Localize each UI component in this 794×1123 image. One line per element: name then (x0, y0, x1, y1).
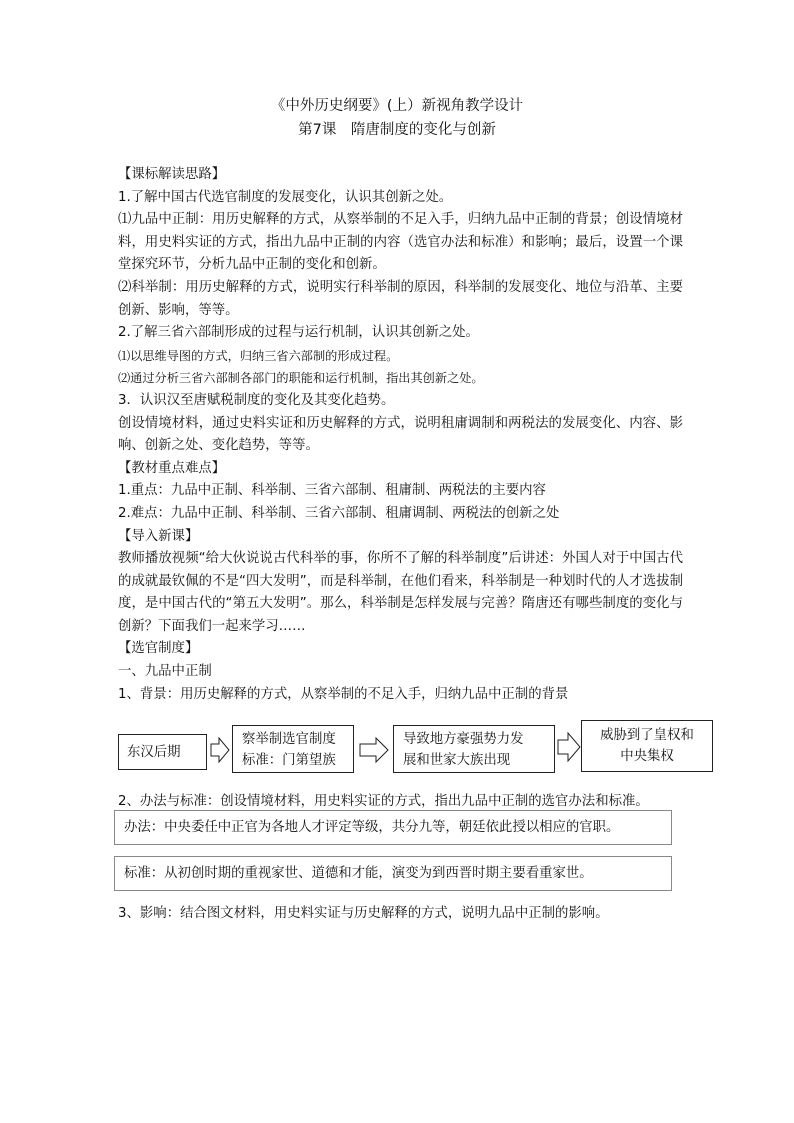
paragraph: 3．认识汉至唐赋税制度的变化及其变化趋势。 (118, 392, 395, 408)
paragraph: ⑴九品中正制：用历史解释的方式，从察举制的不足入手，归纳九品中正制的背景；创设情境材料，用史料实证的方式，指出九品中正制的内容（选官办法和标准）和影响；最后，设置一个课堂探究环节，分析九品中正制的变化和创新。 (118, 212, 683, 273)
flow-box (118, 734, 207, 770)
flow-box-text: 中央集权 (620, 749, 674, 764)
flowchart (118, 721, 718, 777)
flow-box-text: 标准：门第望族 (242, 753, 336, 768)
paragraph: ⑵科举制：用历史解释的方式，说明实行科举制的原因，科举制的发展变化、地位与沿革、主要创新、影响，等等。 (118, 279, 683, 318)
paragraph: 3、影响：结合图文材料，用史料实证与历史解释的方式，说明九品中正制的影响。 (118, 906, 609, 921)
document-title: 《中外历史纲要》(上）新视角教学设计 (270, 98, 524, 114)
paragraph: 2.了解三省六部制形成的过程与运行机制，认识其创新之处。 (118, 325, 479, 341)
section-heading-zdnd: 【教材重点难点】 (118, 460, 226, 476)
method-box (114, 810, 672, 845)
standard-box (114, 856, 672, 891)
flow-box-text: 东汉后期 (127, 745, 181, 760)
paragraph: 1.了解中国古代选官制度的发展变化，认识其创新之处。 (118, 189, 453, 205)
paragraph: ⑴以思维导图的方式，归纳三省六部制的形成过程。 (118, 348, 399, 363)
lesson-title: 第7课 隋唐制度的变化与创新 (298, 122, 496, 138)
section-heading-kbjd: 【课标解读思路】 (118, 167, 226, 182)
subsection-title: 一、九品中正制 (118, 664, 212, 680)
standard-text: 标准：从初创时期的重视家世、道德和才能，演变为到西晋时期主要看重家世。 (124, 866, 593, 881)
paragraph: 1.重点：九品中正制、科举制、三省六部制、租庸制、两税法的主要内容 (118, 483, 546, 499)
paragraph: 2.难点：九品中正制、科举制、三省六部制、租庸调制、两税法的创新之处 (118, 505, 560, 521)
flow-box (581, 720, 713, 772)
flow-box (232, 725, 354, 773)
arrow-right-icon (210, 737, 230, 763)
arrow-right-icon (557, 732, 581, 762)
flow-box-text: 察举制选官制度 (242, 732, 336, 747)
flow-box-text: 导致地方豪强势力发 (403, 732, 524, 747)
flow-box (393, 725, 555, 773)
paragraph: 1、背景：用历史解释的方式，从察举制的不足入手，归纳九品中正制的背景 (118, 686, 569, 702)
paragraph: 2、办法与标准：创设情境材料，用史料实证的方式，指出九品中正制的选官办法和标准。 (118, 794, 649, 809)
flow-box-text: 展和世家大族出现 (403, 753, 511, 768)
method-text: 办法：中央委任中正官为各地人才评定等级，共分九等，朝廷依此授以相应的官职。 (124, 820, 620, 835)
paragraph: 创设情境材料，通过史料实证和历史解释的方式，说明租庸调制和两税法的发展变化、内容、影响、创新之处、变化趋势，等等。 (118, 415, 683, 454)
section-heading-xgzd: 【选官制度】 (118, 641, 199, 657)
arrow-right-icon (359, 737, 389, 763)
paragraph: ⑵通过分析三省六部制各部门的职能和运行机制，指出其创新之处。 (118, 371, 484, 386)
impact-section (118, 903, 718, 926)
flow-box-text: 威胁到了皇权和 (600, 728, 694, 743)
main-content (118, 164, 683, 706)
section-heading-drxk: 【导入新课】 (118, 528, 199, 544)
paragraph: 教师播放视频“给大伙说说古代科举的事，你所不了解的科举制度”后讲述：外国人对于中国古代的成就最钦佩的不是“四大发明”，而是科举制，在他们看来，科举制是一种划时代的人才选拔制度，是中国古代的“第五大发明”。那么，科举制是怎样发展与完善？隋唐还有哪些制度的变化与创新？下面我们一起来学习…… (118, 551, 683, 634)
